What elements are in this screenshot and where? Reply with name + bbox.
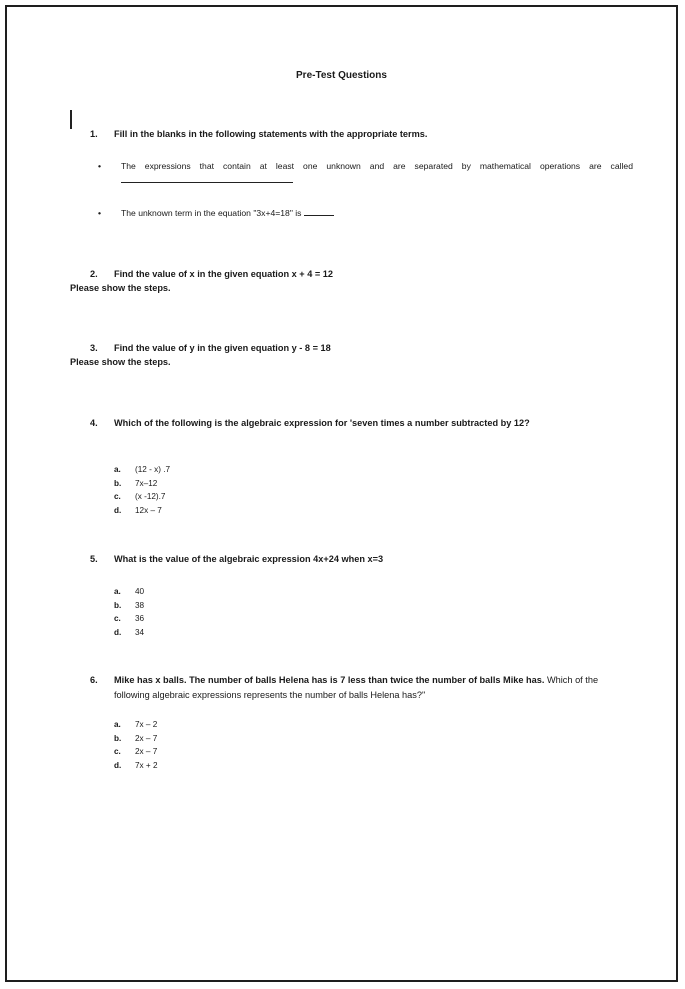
option-text: 7x + 2	[135, 760, 158, 770]
question-4-text: Which of the following is the algebraic expression for 'seven times a number subtracted by 12?	[114, 418, 530, 428]
option-letter: d.	[114, 760, 122, 770]
option-text: 2x – 7	[135, 747, 158, 756]
question-2-text: Find the value of x in the given equation x + 4 = 12	[114, 269, 334, 279]
question-6-text: Which of the following algebraic expressions represents the number of balls Helena has?"	[114, 675, 599, 700]
question-5-text: What is the value of the algebraic expression 4x+24 when x=3	[114, 554, 384, 564]
answer-blank[interactable]	[121, 182, 293, 183]
option-letter: c.	[114, 614, 121, 623]
option-text: (x -12).7	[135, 492, 166, 501]
question-1-bullet-2-text: The unknown term in the equation "3x+4=18" is	[121, 208, 302, 218]
option-b[interactable]	[114, 732, 158, 746]
question-4-number: 4.	[90, 418, 98, 428]
option-text: 40	[135, 587, 145, 596]
bullet-dot: •	[98, 161, 102, 171]
option-a[interactable]	[114, 463, 170, 477]
option-a[interactable]	[114, 718, 158, 732]
answer-blank[interactable]	[304, 215, 334, 216]
option-c[interactable]	[114, 612, 144, 626]
question-1-bullet-1-text: The expressions that contain at least one unknown and are separated by mathematical operations are called	[121, 161, 633, 171]
option-letter: b.	[114, 600, 122, 610]
option-text: 12x – 7	[135, 505, 162, 515]
bullet-dot: •	[98, 208, 102, 218]
question-6-text-bold: Mike has x balls. The number of balls Helena has is 7 less than twice the number of balls Mike has.	[114, 675, 545, 685]
option-letter: c.	[114, 747, 121, 756]
option-letter: a.	[114, 587, 121, 596]
question-5	[90, 552, 650, 567]
option-c[interactable]	[114, 490, 170, 504]
option-d[interactable]	[114, 504, 170, 518]
option-letter: a.	[114, 720, 121, 729]
option-d[interactable]	[114, 759, 158, 773]
option-c[interactable]	[114, 745, 158, 759]
option-text: (12 - x) .7	[135, 465, 171, 474]
question-6	[90, 673, 635, 703]
option-b[interactable]	[114, 477, 170, 491]
question-5-options	[114, 585, 144, 639]
option-letter: b.	[114, 478, 122, 488]
option-text: 7x – 2	[135, 720, 158, 729]
option-letter: c.	[114, 492, 121, 501]
question-1	[90, 127, 650, 142]
question-2-number: 2.	[90, 269, 98, 279]
option-letter: d.	[114, 627, 122, 637]
question-3-number: 3.	[90, 343, 98, 353]
question-1-number: 1.	[90, 129, 98, 139]
text-cursor	[70, 110, 72, 129]
question-3	[90, 341, 650, 356]
question-4-options	[114, 463, 170, 517]
option-letter: d.	[114, 505, 122, 515]
question-4	[90, 416, 635, 431]
question-6-number: 6.	[90, 675, 98, 685]
option-letter: a.	[114, 465, 121, 474]
page-title: Pre-Test Questions	[296, 70, 387, 81]
question-1-bullet-2	[98, 206, 633, 220]
option-letter: b.	[114, 733, 122, 743]
question-1-bullet-1	[98, 159, 633, 187]
option-b[interactable]	[114, 599, 144, 613]
option-a[interactable]	[114, 585, 144, 599]
question-2	[90, 267, 650, 282]
option-d[interactable]	[114, 626, 144, 640]
page-frame	[5, 5, 678, 982]
option-text: 36	[135, 614, 145, 623]
option-text: 7x–12	[135, 478, 158, 488]
option-text: 34	[135, 627, 145, 637]
question-3-steps: Please show the steps.	[70, 357, 171, 367]
option-text: 2x – 7	[135, 733, 158, 743]
question-1-text: Fill in the blanks in the following statements with the appropriate terms.	[114, 129, 428, 139]
question-6-options	[114, 718, 158, 772]
question-5-number: 5.	[90, 554, 98, 564]
question-3-text: Find the value of y in the given equation y - 8 = 18	[114, 343, 331, 353]
option-text: 38	[135, 600, 145, 610]
question-2-steps: Please show the steps.	[70, 283, 171, 293]
